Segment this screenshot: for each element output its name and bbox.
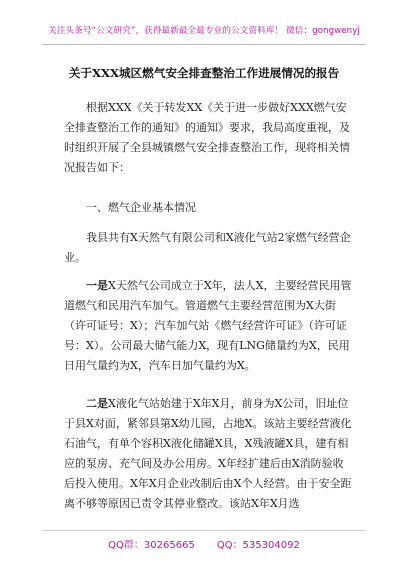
- item-1-paragraph: [64, 276, 354, 376]
- item-2-lead: 二是: [86, 397, 108, 410]
- footer: [0, 536, 408, 551]
- header-divider: [42, 44, 366, 45]
- item-2-paragraph: [64, 394, 354, 514]
- footer-qq: QQ：535304092: [216, 540, 300, 551]
- item-1-text: X天然气公司成立于X年，法人X，主要经营民用管道燃气和民用汽车加气。管道燃气主要经营范围为X大街（许可证号：X）；汽车加气站《燃气经营许可证》（许可证号：X）。公司最大储气能力X，现有LNG储量约为X，民用日用气量约为X，汽车日加气量约为X。: [64, 279, 352, 372]
- header-banner: 关注头条号“公文研究”，获得最新最全最专业的公文资料库！ 微信：gongwenyj: [48, 26, 360, 36]
- document-title: 关于XXX城区燃气安全排查整治工作进展情况的报告: [68, 66, 340, 80]
- section-heading: 一、燃气企业基本情况: [86, 201, 196, 214]
- footer-qq-group: QQ群：30265665: [108, 540, 195, 551]
- footer-divider: [42, 530, 366, 531]
- item-1-lead: 一是: [86, 279, 108, 292]
- item-2-text: X液化气站始建于X年X月，前身为X公司，旧址位于县X对面，紧邻县第X幼儿园，占地X。该站主要经营液化石油气，有单个容积X液化储罐X具，X残液罐X具，建有相应的泵房、充气间及办公用房。X年经扩建后由X消防验收后投入使用。X年X月企业改制后由X个人经营。由于安全距离不够等原因已责令其停业整改。该站X年X月选: [64, 397, 352, 510]
- intro-paragraph: 根据XXX《关于转发XX《关于进一步做好XXX燃气安全排查整治工作的通知》的通知》要求，我局高度重视，及时组织开展了全县城镇燃气安全排查整治工作，现将相关情况报告如下：: [64, 101, 350, 174]
- section-summary-paragraph: 我县共有X天然气有限公司和X液化气站2家燃气经营企业。: [64, 231, 351, 264]
